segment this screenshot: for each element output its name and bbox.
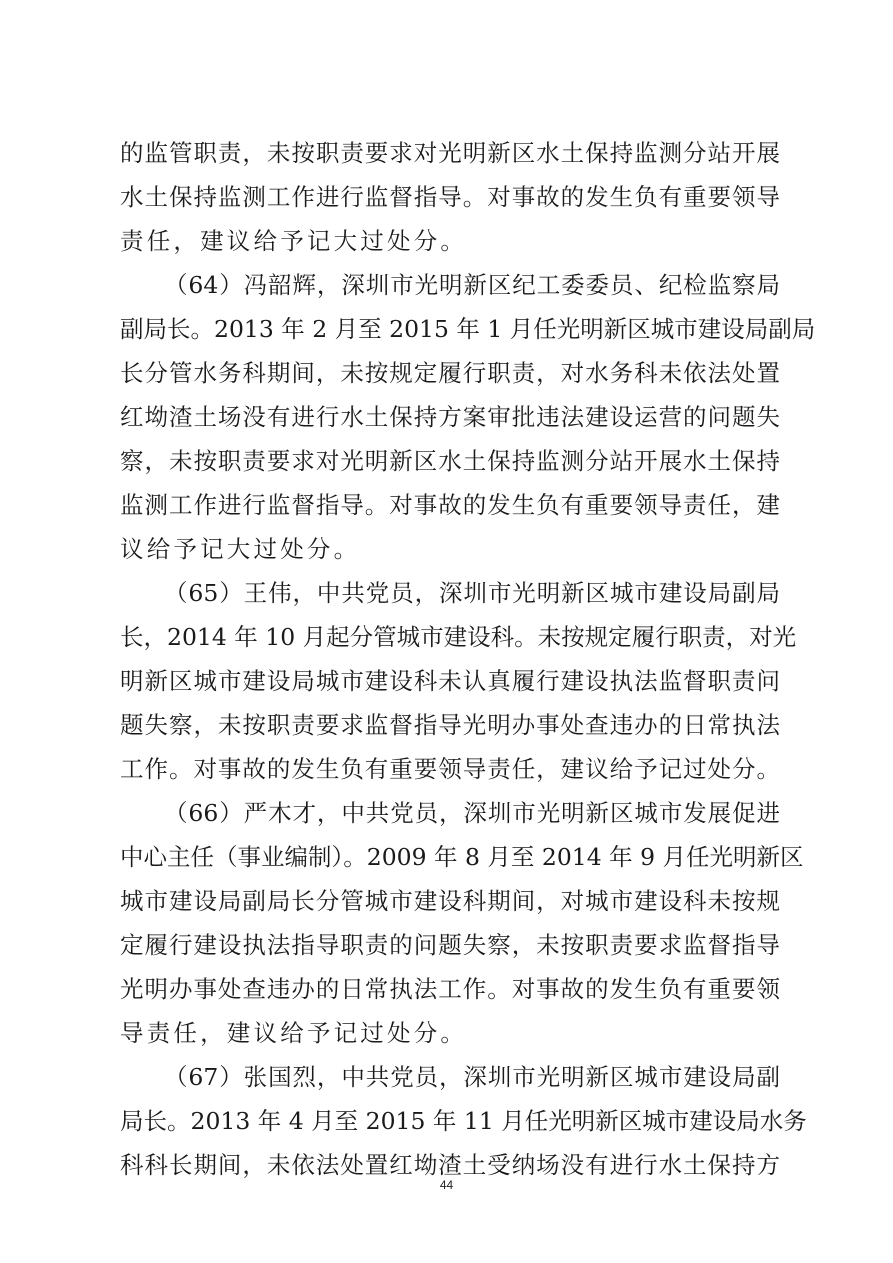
text-line: 明新区城市建设局城市建设科未认真履行建设执法监督职责问	[120, 667, 780, 695]
text-line: 责任，建议给予记大过处分。	[120, 227, 468, 255]
text-line: 题失察，未按职责要求监督指导光明办事处查违办的日常执法	[120, 711, 780, 739]
paragraph-start-66: （66）严木才，中共党员，深圳市光明新区城市发展促进	[164, 799, 780, 827]
paragraph-start-67: （67）张国烈，中共党员，深圳市光明新区城市建设局副	[164, 1063, 780, 1091]
text-line: 光明办事处查违办的日常执法工作。对事故的发生负有重要领	[120, 975, 780, 1003]
text-line: 副局长。2013 年 2 月至 2015 年 1 月任光明新区城市建设局副局	[120, 315, 816, 343]
text-line: 工作。对事故的发生负有重要领导责任，建议给予记过处分。	[120, 755, 780, 783]
text-line: 定履行建设执法指导职责的问题失察，未按职责要求监督指导	[120, 931, 780, 959]
text-line: 城市建设局副局长分管城市建设科期间，对城市建设科未按规	[120, 887, 780, 915]
text-line: 科科长期间，未依法处置红坳渣土受纳场没有进行水土保持方	[120, 1151, 780, 1179]
text-line: 长，2014 年 10 月起分管城市建设科。未按规定履行职责，对光	[120, 623, 797, 651]
text-line: 中心主任（事业编制）。2009 年 8 月至 2014 年 9 月任光明新区	[120, 843, 804, 871]
text-line: 红坳渣土场没有进行水土保持方案审批违法建设运营的问题失	[120, 403, 780, 431]
paragraph-start-64: （64）冯韶辉，深圳市光明新区纪工委委员、纪检监察局	[164, 271, 780, 299]
text-line: 导责任，建议给予记过处分。	[120, 1019, 468, 1047]
paragraph-start-65: （65）王伟，中共党员，深圳市光明新区城市建设局副局	[164, 579, 780, 607]
text-line: 长分管水务科期间，未按规定履行职责，对水务科未依法处置	[120, 359, 780, 387]
page-number: 44	[439, 1178, 454, 1192]
text-line: 局长。2013 年 4 月至 2015 年 11 月任光明新区城市建设局水务	[120, 1107, 807, 1135]
text-line: 议给予记大过处分。	[120, 535, 361, 563]
text-line: 的监管职责，未按职责要求对光明新区水土保持监测分站开展	[120, 139, 780, 167]
text-line: 监测工作进行监督指导。对事故的发生负有重要领导责任，建	[120, 491, 780, 519]
text-line: 察，未按职责要求对光明新区水土保持监测分站开展水土保持	[120, 447, 780, 475]
text-line: 水土保持监测工作进行监督指导。对事故的发生负有重要领导	[120, 183, 780, 211]
